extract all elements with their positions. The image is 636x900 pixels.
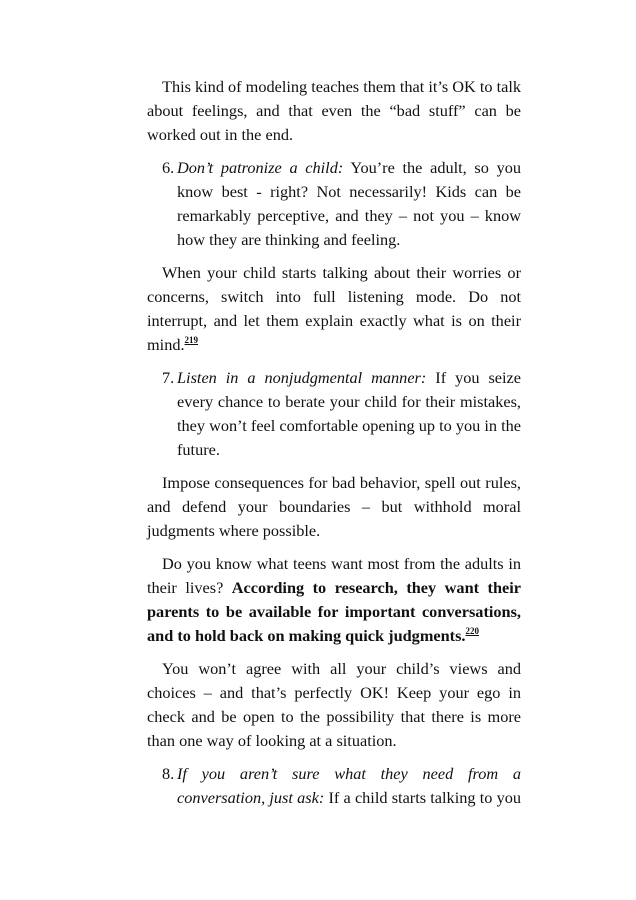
item-title: Listen in a nonjudgmental manner:	[177, 368, 427, 387]
text-line: remarkably perceptive, and they – not you – know	[177, 206, 521, 225]
item-title: Don’t patronize a child:	[177, 158, 344, 177]
text-line	[147, 366, 521, 390]
text-line: than one way of looking at a situation.	[147, 731, 397, 750]
text-line: concerns, switch into full listening mode. Do not	[147, 287, 521, 306]
text-line	[147, 576, 521, 600]
text-line: and defend your boundaries – but withhold moral	[147, 497, 521, 516]
line-text: their lives?	[147, 578, 232, 597]
document-page	[147, 75, 521, 819]
text-line: When your child starts talking about their worries or	[162, 263, 521, 282]
paragraph-agree	[147, 657, 521, 753]
paragraph-modeling	[147, 75, 521, 147]
text-line: they won’t feel comfortable opening up to you in the	[177, 416, 521, 435]
list-number: 7.	[162, 368, 175, 387]
text-line	[147, 762, 521, 786]
bold-text: and to hold back on making quick judgments.	[147, 626, 466, 645]
list-item-6	[147, 156, 521, 252]
text-line: choices – and that’s perfectly OK! Keep your ego in	[147, 683, 521, 702]
paragraph-consequences	[147, 471, 521, 543]
text-line	[147, 786, 521, 810]
text-line: about feelings, and that even the “bad stuff” can be	[147, 101, 521, 120]
text-line: how they are thinking and feeling.	[177, 230, 401, 249]
paragraph-research	[147, 552, 521, 648]
text-line	[147, 333, 521, 357]
paragraph-listening	[147, 261, 521, 357]
text-line: interrupt, and let them explain exactly what is on their	[147, 311, 521, 330]
text-line: You won’t agree with all your child’s views and	[162, 659, 521, 678]
footnote-ref[interactable]: 219	[184, 335, 199, 345]
text-line: Impose consequences for bad behavior, spell out rules,	[162, 473, 521, 492]
text-line: future.	[177, 440, 220, 459]
item-text: You’re the adult, so you	[343, 158, 521, 177]
text-line	[147, 156, 521, 180]
text-line	[147, 600, 521, 624]
text-line: Do you know what teens want most from the adults in	[162, 554, 521, 573]
text-line: every chance to berate your child for their mistakes,	[177, 392, 521, 411]
footnote-ref[interactable]: 220	[465, 626, 479, 636]
text-line	[147, 624, 521, 648]
item-text: If a child starts talking to you	[324, 788, 521, 807]
item-title: If you aren’t sure what they need from a	[177, 764, 521, 783]
text-line: judgments where possible.	[147, 521, 321, 540]
list-item-8	[147, 762, 521, 810]
list-number: 6.	[162, 158, 175, 177]
item-text: If you seize	[426, 368, 522, 387]
text-line: know best - right? Not necessarily! Kids can be	[177, 182, 521, 201]
list-number: 8.	[162, 764, 175, 783]
item-title: conversation, just ask:	[177, 788, 325, 807]
bold-text: parents to be available for important conversations,	[147, 602, 521, 621]
text-line: This kind of modeling teaches them that it’s OK to talk	[162, 77, 522, 96]
list-item-7	[147, 366, 521, 462]
bold-text: According to research, they want their	[231, 578, 521, 597]
line-text: mind.	[147, 335, 185, 354]
text-line: worked out in the end.	[147, 125, 294, 144]
text-line: check and be open to the possibility that there is more	[147, 707, 521, 726]
